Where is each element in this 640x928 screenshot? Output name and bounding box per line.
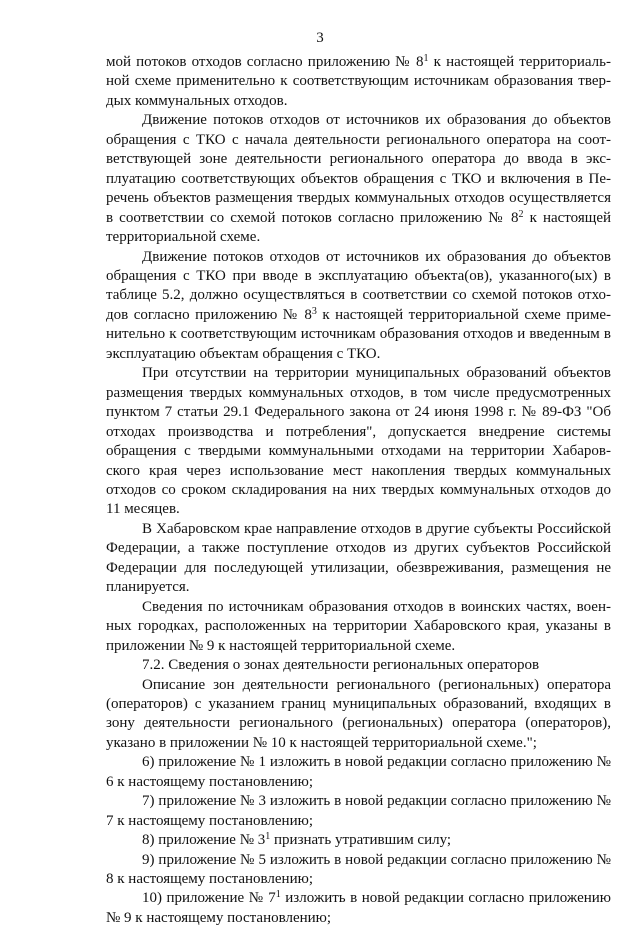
paragraph-flow-commissioning (106, 248, 611, 365)
paragraph-text: 10) приложение № 7 (142, 890, 276, 907)
list-item-9: 9) приложение № 5 изложить в новой редакции согласно приложению № 8 к настоящему постановлению; (106, 851, 611, 888)
superscript: 3 (311, 305, 317, 317)
paragraph-continuation (106, 53, 611, 111)
superscript: 2 (518, 208, 524, 220)
superscript: 1 (265, 831, 271, 843)
paragraph-text: Движение потоков отходов от источников их образования до объектов обращения с ТКО с начала деятельности регионального оператора на соответствующей зоне деятельности регионального оператора до ввода в эксплуатацию соответствующих объектов обращения с ТКО и включения в Перечень объектов размещения твердых коммунальных отходов осуществляется в соответствии со схемой потоков согласно приложению № 8 (106, 112, 611, 226)
list-item-8 (106, 831, 611, 850)
paragraph-military: Сведения по источникам образования отходов в воинских частях, военных городках, расположенных на территории Хабаровского края, указаны в приложении № 9 к настоящей территориальной схеме. (106, 598, 611, 654)
paragraph-text: мой потоков отходов согласно приложению № 8 (106, 54, 424, 70)
paragraph-text: к настоящей территориальной схеме применительно к соответствующим источникам образования твердых коммунальных отходов. (106, 54, 611, 109)
paragraph-text: Движение потоков отходов от источников их образования до объектов обращения с ТКО при вводе в эксплуатацию объекта(ов), указанного(ых) в таблице 5.2, должно осуществляться в соответствии со схемой потоков отходов согласно приложению № 8 (106, 248, 611, 323)
document-body (106, 53, 611, 928)
paragraph-text: к настоящей территориальной схеме. (106, 209, 612, 246)
paragraph-flow-before-operator (106, 111, 611, 247)
section-heading: 7.2. Сведения о зонах деятельности региональных операторов (142, 657, 540, 674)
paragraph-text: изложить в новой редакции согласно приложению № 9 к настоящему постановлению; (106, 890, 611, 926)
paragraph-text: 8) приложение № 3 (142, 832, 266, 849)
superscript: 1 (423, 53, 429, 64)
paragraph-text: признать утратившим силу; (270, 832, 452, 849)
paragraph-operator-zones: Описание зон деятельности регионального (региональных) оператора (операторов) с указанием границ муниципальных образований, входящих в зону деятельности регионального (региональных) оператора (операторов), указано в приложении № 10 к настоящей территориальной схеме."; (106, 676, 611, 751)
superscript: 1 (275, 889, 281, 901)
page-number: 3 (316, 30, 324, 46)
list-item-6: 6) приложение № 1 изложить в новой редакции согласно приложению № 6 к настоящему постановлению; (106, 754, 611, 790)
paragraph-storage-sites: При отсутствии на территории муниципальных образований объектов размещения твердых коммунальных отходов, в том числе предусмотренных пунктом 7 статьи 29.1 Федерального закона от 24 июня 1998 г. № 89-ФЗ "Об отходах производства и потребления", допускается внедрение системы обращения с твердыми коммунальными отходами на территории Хабаровского края через использование мест накопления твердых коммунальных отходов со сроком складирования на них твердых коммунальных отходов до 11 месяцев. (106, 365, 611, 518)
paragraph-interregional: В Хабаровском крае направление отходов в другие субъекты Российской Федерации, а также поступление отходов из других субъектов Российской Федерации для последующей утилизации, обезвреживания, размещения не планируется. (106, 520, 611, 596)
list-item-10 (106, 889, 611, 928)
paragraph-text: к настоящей территориальной схеме применительно к соответствующим источникам образования отходов и введенным в эксплуатацию объектам обращения с ТКО. (106, 306, 612, 362)
list-item-7: 7) приложение № 3 изложить в новой редакции согласно приложению № 7 к настоящему постановлению; (106, 793, 611, 829)
